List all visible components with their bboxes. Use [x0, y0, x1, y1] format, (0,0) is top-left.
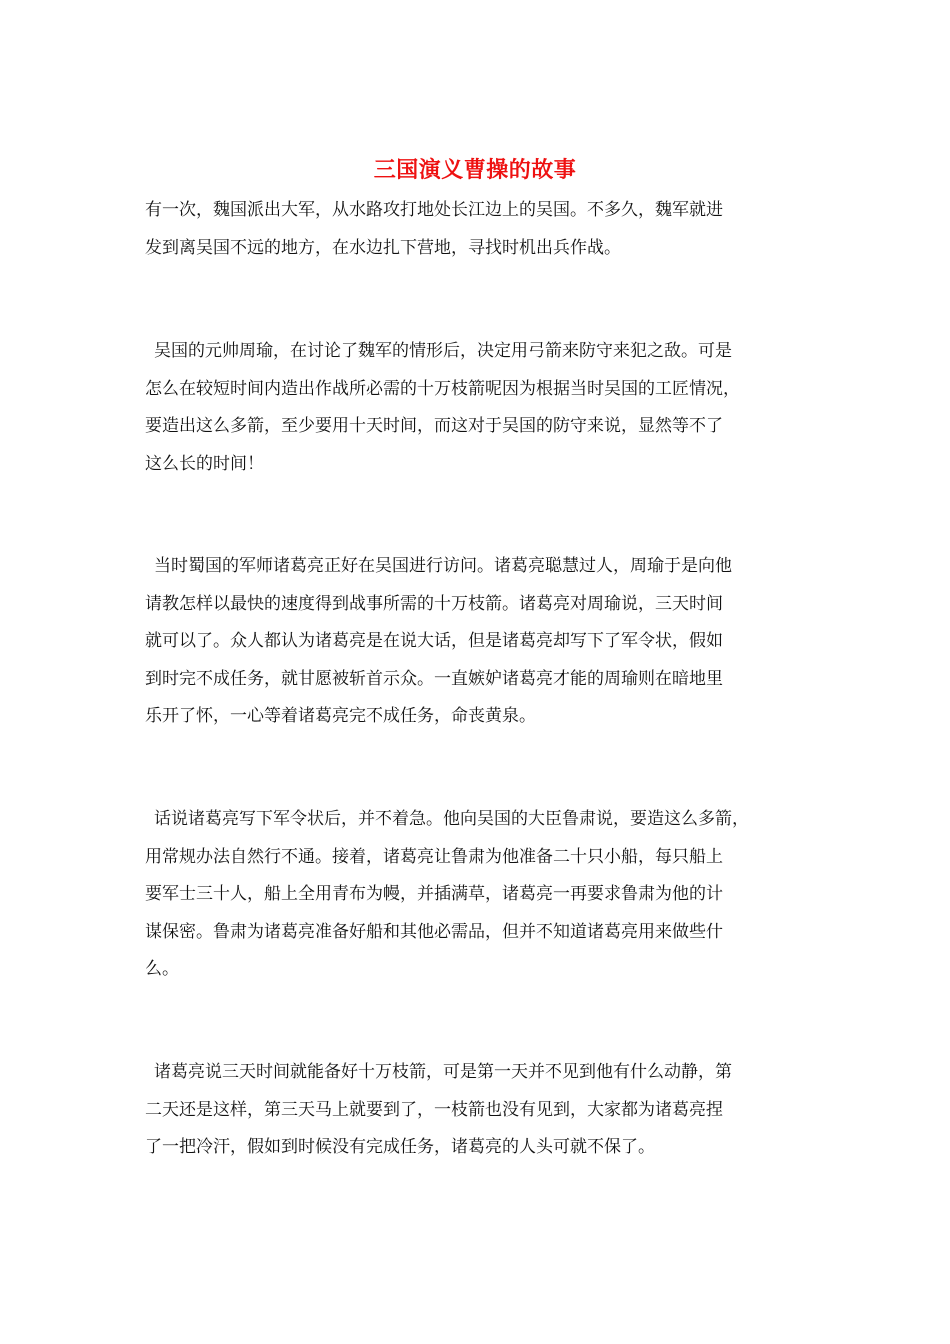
- paragraph-line: 吴国的元帅周瑜，在讨论了魏军的情形后，决定用弓箭来防守来犯之敌。可是: [154, 341, 732, 361]
- paragraph-line: 谋保密。鲁肃为诸葛亮准备好船和其他必需品，但并不知道诸葛亮用来做些什: [145, 921, 723, 942]
- paragraph-line: 诸葛亮说三天时间就能备好十万枝箭，可是第一天并不见到他有什么动静，第: [154, 1062, 732, 1082]
- paragraph-3: [145, 548, 835, 736]
- paragraph-line: 么。: [145, 959, 179, 979]
- paragraph-line: 二天还是这样，第三天马上就要到了，一枝箭也没有见到，大家都为诸葛亮捏: [145, 1099, 723, 1120]
- paragraph-1: [145, 192, 835, 267]
- document-title: 三国演义曹操的故事: [373, 157, 577, 183]
- paragraph-2: [145, 333, 835, 483]
- paragraph-line: 了一把冷汗，假如到时候没有完成任务，诸葛亮的人头可就不保了。: [145, 1137, 655, 1157]
- paragraph-line: 有一次，魏国派出大军，从水路攻打地处长江边上的吴国。不多久，魏军就进: [145, 200, 723, 220]
- paragraph-line: 怎么在较短时间内造出作战所必需的十万枝箭呢因为根据当时吴国的工匠情况，: [145, 378, 740, 399]
- paragraph-line: 要军士三十人，船上全用青布为幔，并插满草，诸葛亮一再要求鲁肃为他的计: [145, 884, 723, 904]
- paragraph-line: 乐开了怀，一心等着诸葛亮完不成任务，命丧黄泉。: [145, 706, 536, 726]
- paragraph-line: 请教怎样以最快的速度得到战事所需的十万枝箭。诸葛亮对周瑜说，三天时间: [145, 593, 723, 614]
- paragraph-line: 到时完不成任务，就甘愿被斩首示众。一直嫉妒诸葛亮才能的周瑜则在暗地里: [145, 668, 723, 689]
- paragraph-line: 要造出这么多箭，至少要用十天时间，而这对于吴国的防守来说，显然等不了: [145, 416, 723, 436]
- paragraph-4: [145, 801, 835, 989]
- paragraph-line: 当时蜀国的军师诸葛亮正好在吴国进行访问。诸葛亮聪慧过人，周瑜于是向他: [154, 556, 732, 576]
- paragraph-line: 发到离吴国不远的地方，在水边扎下营地，寻找时机出兵作战。: [145, 237, 621, 258]
- paragraph-5: [145, 1054, 835, 1167]
- paragraph-line: 话说诸葛亮写下军令状后，并不着急。他向吴国的大臣鲁肃说，要造这么多箭，: [154, 809, 749, 829]
- paragraph-line: 就可以了。众人都认为诸葛亮是在说大话，但是诸葛亮却写下了军令状，假如: [145, 631, 723, 651]
- paragraph-line: 用常规办法自然行不通。接着，诸葛亮让鲁肃为他准备二十只小船，每只船上: [145, 846, 723, 867]
- paragraph-line: 这么长的时间！: [145, 453, 264, 474]
